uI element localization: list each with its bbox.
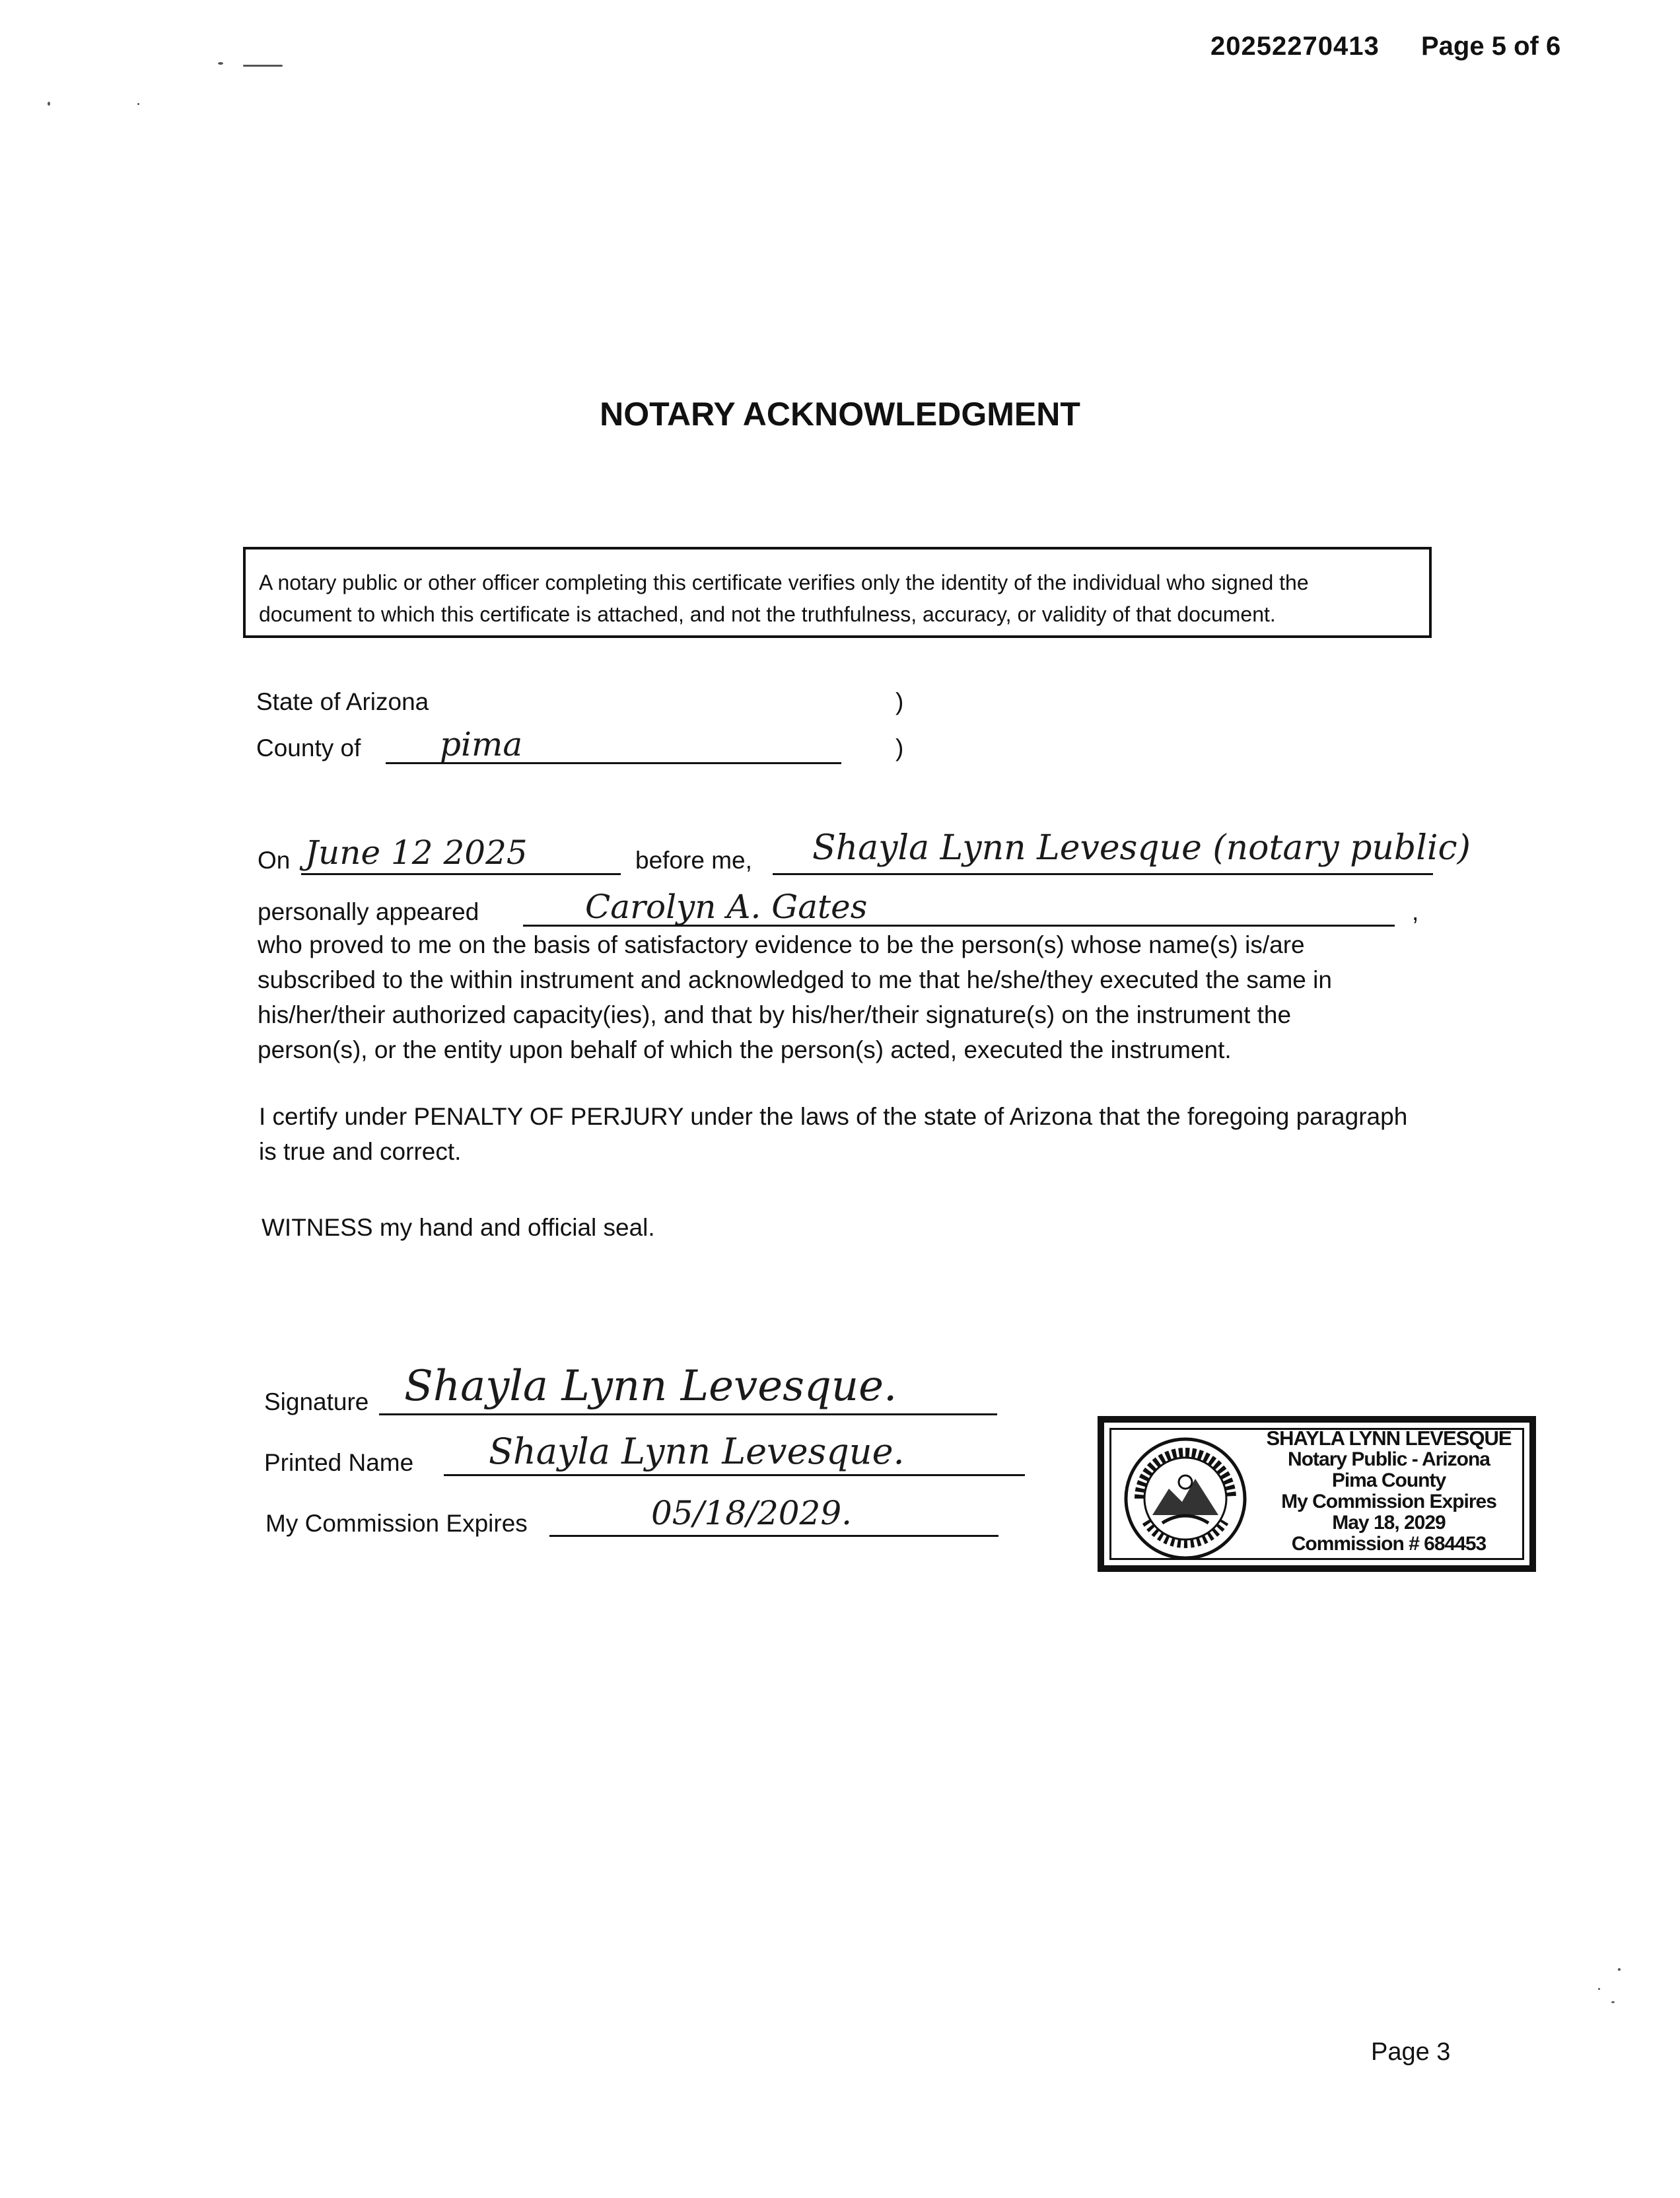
signer-value: Carolyn A. Gates xyxy=(585,888,868,926)
scan-speck xyxy=(1611,2001,1615,2003)
seal-county: Pima County xyxy=(1331,1470,1446,1491)
body-line: his/her/their authorized capacity(ies), and that by his/her/their signature(s) on the instrument the xyxy=(258,1001,1292,1028)
scan-speck xyxy=(48,102,50,106)
seal-notary-title: Notary Public - Arizona xyxy=(1288,1448,1490,1470)
before-label: before me, xyxy=(635,847,752,874)
footer-page-number: Page 3 xyxy=(1371,2038,1451,2066)
body-line: who proved to me on the basis of satisfactory evidence to be the person(s) whose name(s) is/are xyxy=(258,931,1305,958)
on-label: On xyxy=(258,847,291,874)
certify-paragraph xyxy=(259,1099,1448,1169)
signature-label: Signature xyxy=(264,1388,369,1415)
acknowledgment-body xyxy=(258,927,1446,1067)
scan-speck xyxy=(137,103,139,105)
page-title: NOTARY ACKNOWLEDGMENT xyxy=(600,396,1080,433)
signer-comma: , xyxy=(1412,898,1419,925)
page-of-indicator: Page 5 of 6 xyxy=(1421,32,1561,61)
seal-expires-date: May 18, 2029 xyxy=(1332,1512,1446,1534)
county-label: County of xyxy=(256,734,361,762)
printed-name-underline xyxy=(444,1474,1025,1476)
body-line: subscribed to the within instrument and acknowledged to me that he/she/they executed the same in xyxy=(258,966,1332,993)
state-seal-emblem-icon xyxy=(1123,1436,1248,1561)
notary-seal-stamp xyxy=(1098,1416,1536,1572)
certify-line: is true and correct. xyxy=(259,1138,462,1165)
state-paren: ) xyxy=(895,688,904,715)
county-paren: ) xyxy=(895,734,904,762)
body-line: person(s), or the entity upon behalf of which the person(s) acted, executed the instrument. xyxy=(258,1036,1232,1063)
witness-statement: WITNESS my hand and official seal. xyxy=(262,1214,655,1241)
appeared-label: personally appeared xyxy=(258,898,479,925)
officer-value: Shayla Lynn Levesque (notary public) xyxy=(812,828,1471,868)
seal-notary-name: SHAYLA LYNN LEVESQUE xyxy=(1266,1427,1512,1450)
seal-commission-number: Commission # 684453 xyxy=(1291,1533,1487,1555)
notice-line-2: document to which this certificate is attached, and not the truthfulness, accuracy, or validity of that document. xyxy=(259,602,1276,626)
scan-speck xyxy=(243,65,283,67)
printed-name-label: Printed Name xyxy=(264,1449,414,1476)
scan-speck xyxy=(218,62,223,65)
printed-name-value: Shayla Lynn Levesque. xyxy=(489,1431,905,1472)
state-label: State of Arizona xyxy=(256,688,429,715)
signature-value: Shayla Lynn Levesque. xyxy=(404,1362,897,1411)
county-value: pima xyxy=(440,725,523,763)
commission-label: My Commission Expires xyxy=(265,1510,528,1537)
certify-line: I certify under PENALTY OF PERJURY under the laws of the state of Arizona that the foregoing paragraph xyxy=(259,1103,1408,1130)
scan-speck xyxy=(1598,1988,1600,1990)
commission-value: 05/18/2029. xyxy=(651,1494,853,1532)
date-value: June 12 2025 xyxy=(305,833,528,872)
notice-box xyxy=(243,547,1432,638)
scan-speck xyxy=(1618,1968,1621,1971)
commission-underline xyxy=(549,1535,998,1537)
signature-underline xyxy=(379,1413,997,1415)
seal-expires-label: My Commission Expires xyxy=(1281,1491,1496,1512)
record-number: 20252270413 xyxy=(1210,32,1380,61)
officer-underline xyxy=(773,873,1433,875)
notice-line-1: A notary public or other officer completing this certificate verifies only the identity of the individual who signed the xyxy=(259,571,1309,594)
date-underline xyxy=(301,873,621,875)
